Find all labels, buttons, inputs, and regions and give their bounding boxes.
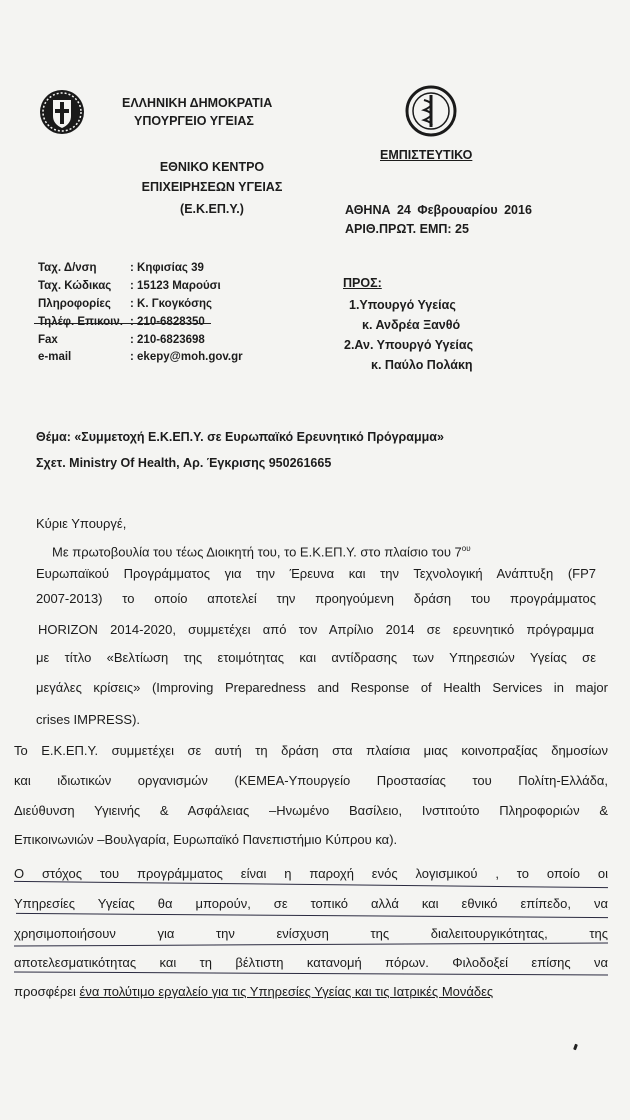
center-name-line2: ΕΠΙΧΕΙΡΗΣΕΩΝ ΥΓΕΙΑΣ: [141, 180, 283, 194]
greek-coat-of-arms-icon: [38, 88, 86, 136]
contact-value: : 15123 Μαρούσι: [130, 280, 221, 292]
recipient-2: 2.Αν. Υπουργό Υγείας: [344, 338, 474, 352]
contact-value: : ekepy@moh.gov.gr: [130, 351, 243, 363]
pen-underline: [16, 913, 608, 918]
body-line: Ο στόχος του προγράμματος είναι η παροχή ενός λογισμικού , το οποίο οι: [14, 866, 608, 881]
pen-underline: [14, 971, 608, 975]
pen-underline: [14, 942, 608, 946]
body-line: μεγάλες κρίσεις» (Improving Preparedness and Response of Health Services in major: [36, 680, 608, 695]
recipients-title: ΠΡΟΣ:: [343, 276, 382, 290]
center-name-line1: ΕΘΝΙΚΟ ΚΕΝΤΡΟ: [159, 160, 265, 174]
contact-value: : Κηφισίας 39: [130, 262, 204, 274]
body-line: HORIZON 2014-2020, συμμετέχει από τον Απρίλιο 2014 σε ερευνητικό πρόγραμμα: [38, 622, 594, 637]
body-line: χρησιμοποιήσουν για την ενίσχυση της διαλειτουργικότητας, της: [14, 926, 608, 941]
contact-label: Ταχ. Κώδικας: [38, 280, 112, 292]
body-line: 2007-2013) το οποίο αποτελεί την προηγούμενη δράση του προγράμματος: [36, 591, 596, 606]
reference-line: Σχετ. Ministry Of Health, Αρ. Έγκρισης 950261665: [36, 456, 332, 470]
body-line: [14, 984, 493, 1000]
contact-row-fax: [38, 334, 205, 346]
body-line: crises IMPRESS).: [36, 712, 141, 727]
body-line: Επικοινωνιών –Βουλγαρία, Ευρωπαϊκό Πανεπιστήμιο Κύπρου κα).: [14, 832, 398, 847]
contact-label: Πληροφορίες: [38, 298, 111, 310]
protocol-number: ΑΡΙΘ.ΠΡΩΤ. ΕΜΠ: 25: [345, 222, 469, 236]
body-text: προσφέρει: [14, 984, 80, 999]
salutation: Κύριε Υπουργέ,: [36, 516, 127, 531]
recipient-2-name: κ. Παύλο Πολάκη: [371, 358, 473, 372]
confidential-label: ΕΜΠΙΣΤΕΥΤΙΚΟ: [380, 148, 473, 162]
contact-value: : 210-6823698: [130, 334, 205, 346]
body-line: Το Ε.Κ.ΕΠ.Υ. συμμετέχει σε αυτή τη δράση στα πλαίσια μιας κοινοπραξίας δημοσίων: [14, 743, 608, 758]
body-line: αποτελεσματικότητας και τη βέλτιστη κατανομή πόρων. Φιλοδοξεί επίσης να: [14, 955, 608, 970]
contact-row-postal-code: [38, 280, 221, 292]
document-date: ΑΘΗΝΑ 24 Φεβρουαρίου 2016: [345, 203, 532, 217]
struck-out-phone: [38, 316, 205, 328]
body-line: [52, 541, 471, 560]
contact-label: Ταχ. Δ/νση: [38, 262, 97, 274]
recipient-1-name: κ. Ανδρέα Ξανθό: [362, 318, 461, 332]
body-line: Ευρωπαϊκού Προγράμματος για την Έρευνα και την Τεχνολογική Ανάπτυξη (FP7: [36, 566, 596, 581]
contact-row-address: [38, 262, 204, 274]
health-seal-icon: [404, 84, 458, 138]
contact-value: : Κ. Γκογκόσης: [130, 298, 213, 310]
body-line: Διεύθυνση Υγιεινής & Ασφάλειας –Ηνωμένο Βασίλειο, Ινστιτούτο Πληροφοριών &: [14, 803, 608, 818]
contact-row-email: [38, 351, 243, 363]
contact-row-information: [38, 298, 212, 310]
body-line: και ιδιωτικών οργανισμών (ΚΕΜΕΑ-Υπουργείο Προστασίας του Πολίτη-Ελλάδα,: [14, 773, 608, 788]
contact-label: Fax: [38, 334, 58, 346]
ink-mark: [573, 1044, 578, 1051]
contact-label: e-mail: [38, 351, 72, 363]
contact-row-phone: [38, 316, 205, 328]
ministry-name: ΥΠΟΥΡΓΕΙΟ ΥΓΕΙΑΣ: [134, 114, 254, 128]
superscript-text: ου: [461, 544, 471, 553]
subject-line: Θέμα: «Συμμετοχή Ε.Κ.ΕΠ.Υ. σε Ευρωπαϊκό Ερευνητικό Πρόγραμμα»: [36, 430, 444, 444]
underlined-text: ένα πολύτιμο εργαλείο για τις Υπηρεσίες Υγείας και τις Ιατρικές Μονάδες: [79, 984, 494, 999]
center-abbreviation: (Ε.Κ.ΕΠ.Υ.): [180, 202, 244, 216]
body-line: Υπηρεσίες Υγείας θα μπορούν, σε τοπικό αλλά και εθνικό επίπεδο, να: [14, 896, 608, 911]
contact-label: Τηλέφ. Επικοιν.: [38, 316, 123, 328]
contact-value: : 210-6828350: [130, 316, 205, 328]
body-text: Με πρωτοβουλία του τέως Διοικητή του, το Ε.Κ.ΕΠ.Υ. στο πλαίσιο του 7: [52, 544, 462, 560]
recipient-1: 1.Υπουργό Υγείας: [349, 298, 456, 312]
government-name: ΕΛΛΗΝΙΚΗ ΔΗΜΟΚΡΑΤΙΑ: [122, 96, 273, 110]
body-line: με τίτλο «Βελτίωση της ετοιμότητας και αντίδρασης των Υπηρεσιών Υγείας σε: [36, 650, 596, 665]
